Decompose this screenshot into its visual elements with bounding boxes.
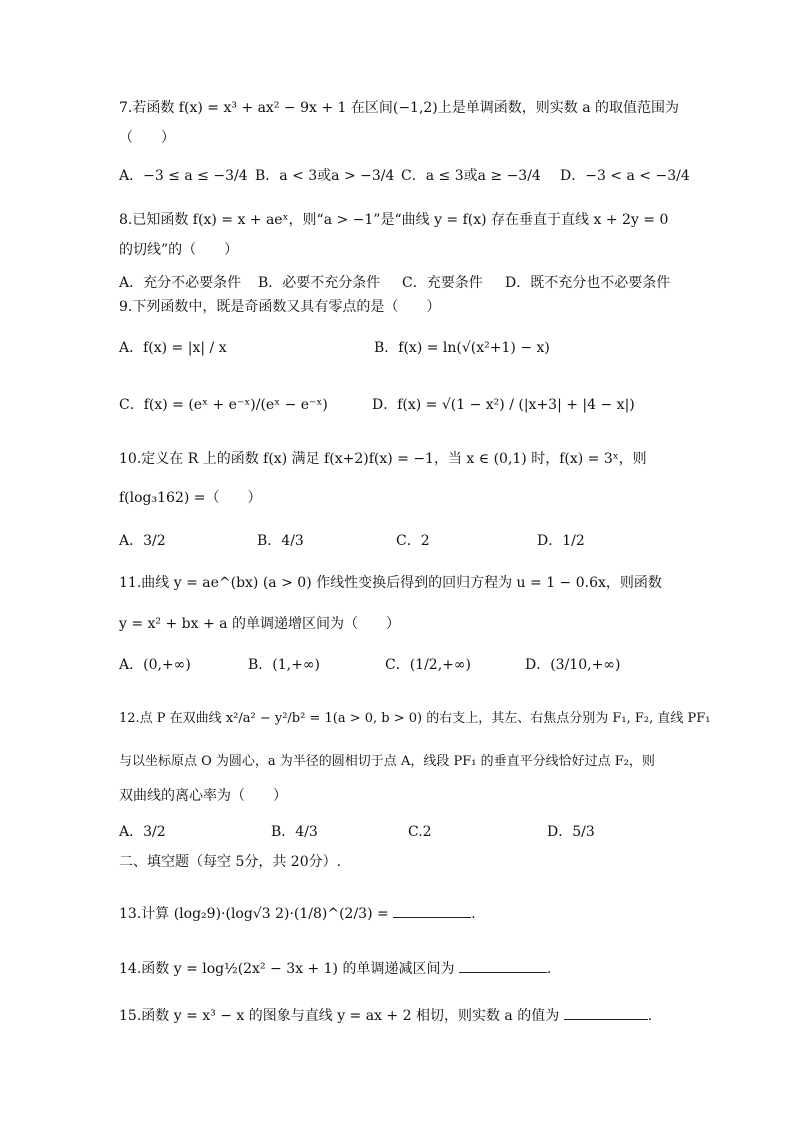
q9-option-d: D．f(x) = √(1 − x²) / (|x+3| + |4 − x|)	[372, 397, 635, 413]
q7-stem: 7.若函数 f(x) = x³ + ax² − 9x + 1 在区间(−1,2)上是单调函数，则实数 a 的取值范围为	[119, 100, 680, 116]
q12-option-c: C.2	[408, 824, 432, 840]
q8-option-b: B．必要不充分条件	[258, 275, 381, 291]
q11-option-d: D．(3/10,+∞)	[525, 657, 621, 673]
q15-period: .	[647, 1008, 653, 1024]
q14-answer-blank[interactable]	[459, 972, 547, 973]
q7-paren: （ ）	[119, 130, 175, 146]
q7-option-a: A．−3 ≤ a ≤ −3/4	[119, 168, 248, 184]
q12-stem-cont: 与以坐标原点 O 为圆心，a 为半径的圆相切于点 A，线段 PF₁ 的垂直平分线恰好过点 F₂，则	[119, 754, 655, 769]
q11-option-b: B．(1,+∞)	[248, 657, 320, 673]
q14-stem: 14.函数 y = log½(2x² − 3x + 1) 的单调递减区间为	[119, 961, 455, 977]
q8-stem: 8.已知函数 f(x) = x + aeˣ，则“a > −1”是“曲线 y = f(x) 存在垂直于直线 x + 2y = 0	[119, 212, 669, 228]
section-heading: 二、填空题（每空 5分，共 20分）.	[119, 854, 342, 870]
q15-stem: 15.函数 y = x³ − x 的图象与直线 y = ax + 2 相切，则实数 a 的值为	[119, 1008, 560, 1024]
q7-option-c: C．a ≤ 3或a ≥ −3/4	[401, 168, 541, 184]
q11-stem-cont: y = x² + bx + a 的单调递增区间为（ ）	[119, 616, 400, 632]
q12-option-a: A．3/2	[119, 824, 166, 840]
q12-option-b: B．4/3	[271, 824, 318, 840]
q10-option-d: D．1/2	[537, 533, 585, 549]
q10-stem-cont: f(log₃162) =（ ）	[119, 490, 262, 506]
q8-option-c: C．充要条件	[402, 275, 483, 291]
q9-option-a: A．f(x) = |x| / x	[119, 340, 227, 356]
q10-option-a: A．3/2	[119, 533, 166, 549]
q8-stem-cont: 的切线”的（ ）	[119, 242, 239, 258]
q11-option-c: C．(1/2,+∞)	[385, 657, 472, 673]
q15-line	[119, 1006, 652, 1026]
q11-stem: 11.曲线 y = ae^(bx) (a > 0) 作线性变换后得到的回归方程为 u = 1 − 0.6x，则函数	[119, 575, 662, 591]
q8-option-a: A．充分不必要条件	[119, 275, 242, 291]
q10-option-b: B．4/3	[257, 533, 304, 549]
q12-stem: 12.点 P 在双曲线 x²/a² − y²/b² = 1(a > 0, b > 0) 的右支上，其左、右焦点分别为 F₁, F₂, 直线 PF₁	[119, 711, 711, 726]
q9-option-c: C．f(x) = (eˣ + e⁻ˣ)/(eˣ − e⁻ˣ)	[119, 397, 328, 413]
q14-period: .	[546, 961, 552, 977]
q13-period: .	[471, 906, 476, 922]
q9-stem: 9.下列函数中，既是奇函数又具有零点的是（ ）	[119, 299, 441, 315]
q13-line	[119, 904, 476, 924]
q7-option-d: D．−3 < a < −3/4	[560, 168, 690, 184]
q12-stem-cont2: 双曲线的离心率为（ ）	[119, 788, 287, 804]
q13-answer-blank[interactable]	[393, 917, 471, 918]
q10-option-c: C．2	[396, 533, 430, 549]
q14-line	[119, 959, 551, 979]
q8-option-d: D．既不充分也不必要条件	[505, 275, 671, 291]
q12-option-d: D．5/3	[547, 824, 595, 840]
q7-option-b: B．a < 3或a > −3/4	[255, 168, 395, 184]
q9-option-b: B．f(x) = ln(√(x²+1) − x)	[374, 340, 550, 356]
q15-answer-blank[interactable]	[564, 1019, 648, 1020]
q10-stem: 10.定义在 R 上的函数 f(x) 满足 f(x+2)f(x) = −1，当 x ∈ (0,1) 时，f(x) = 3ˣ，则	[119, 451, 647, 467]
q13-stem: 13.计算 (log₂9)·(log√3 2)·(1/8)^(2/3) =	[119, 906, 389, 922]
q11-option-a: A．(0,+∞)	[119, 657, 191, 673]
